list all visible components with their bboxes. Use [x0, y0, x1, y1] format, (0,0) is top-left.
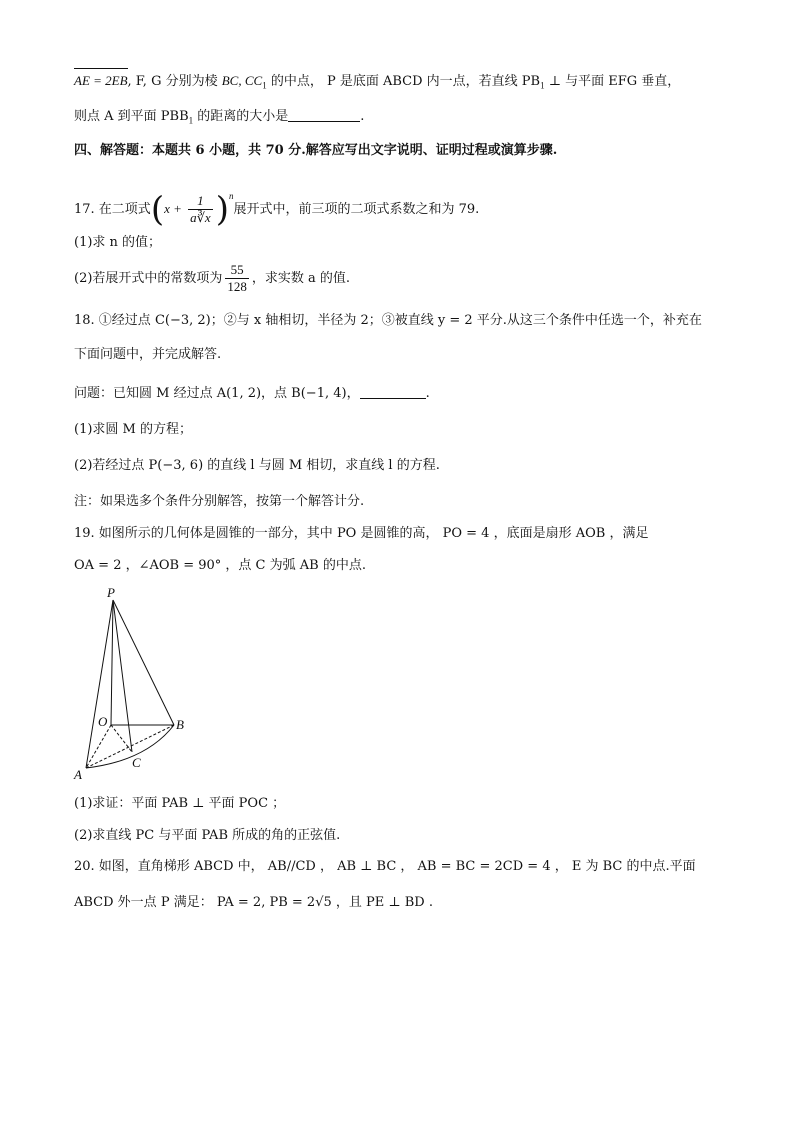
edge-PC — [113, 600, 132, 752]
cone-sector-figure — [66, 586, 206, 782]
edge-AB — [86, 725, 174, 768]
q19-part2: (2)求直线 PC 与平面 PAB 所成的角的正弦值. — [74, 828, 341, 843]
q16-vector-eq: AE = 2EB — [74, 71, 128, 91]
answer-blank — [360, 384, 426, 399]
label-C: C — [132, 755, 141, 770]
q18-line2: 下面问题中，并完成解答. — [74, 347, 222, 362]
answer-blank — [288, 107, 360, 122]
label-B: B — [176, 717, 184, 732]
q18-part1: (1)求圆 M 的方程； — [74, 422, 192, 437]
edge-PB — [113, 600, 174, 725]
q17-part2: (2)若展开式中的常数项为 $\frac{55}{128}$ ，求实数 a 的值. — [74, 262, 351, 294]
q17-part1: (1)求 n 的值； — [74, 235, 162, 250]
label-A: A — [74, 767, 82, 782]
q16-line2: 则点 A 到平面 $PBB_1$ 的距离的大小是 . — [74, 109, 365, 126]
q18-note: 注：如果选多个条件分别解答，按第一个解答计分. — [74, 494, 365, 509]
q20-line2: ABCD 外一点 P 满足： PA = 2, PB = 2√5 ，且 PE ⊥ BD . — [74, 895, 433, 910]
q18-problem: 问题：已知圆 M 经过点 A(1, 2)，点 B(−1, 4)， . — [74, 386, 430, 401]
q17-stem: 17. 在二项式(x + $\frac{1}{a∛x}$ )$^n$展开式中，前三项的二项式系数之和为 79. — [74, 189, 480, 230]
section-heading: 四、解答题：本题共 6 小题，共 70 分.解答应写出文字说明、证明过程或演算步骤. — [74, 143, 558, 158]
edge-PA — [86, 600, 113, 768]
q19-part1: (1)求证：平面 PAB ⊥ 平面 POC ； — [74, 796, 286, 811]
q17-fraction: $\frac{1}{a∛x}$ — [190, 193, 211, 225]
label-P: P — [107, 586, 115, 600]
q20-line1: 20. 如图，直角梯形 ABCD 中， AB//CD ， AB ⊥ BC ， AB = BC = 2CD = 4 ， E 为 BC 的中点.平面 — [74, 859, 696, 874]
q19-line1: 19. 如图所示的几何体是圆锥的一部分，其中 PO 是圆锥的高， PO = 4 ，底面是扇形 AOB ，满足 — [74, 526, 649, 541]
q19-line2: OA = 2 ，∠AOB = 90° ，点 C 为弧 AB 的中点. — [74, 558, 366, 573]
edge-PO — [111, 600, 113, 725]
q17-part2-fraction: $\frac{55}{128}$ — [227, 262, 247, 294]
q18-line1: 18. ①经过点 C(−3, 2)；②与 x 轴相切，半径为 2；③被直线 y = 2 平分.从这三个条件中任选一个，补充在 — [74, 313, 702, 328]
q16-line1: AE = 2EB, F, G 分别为棱 BC, $CC_1$ 的中点， P 是底面 ABCD 内一点，若直线 $PB_1$ ⊥ 与平面 EFG 垂直， — [74, 73, 681, 91]
q18-part2: (2)若经过点 P(−3, 6) 的直线 l 与圆 M 相切，求直线 l 的方程. — [74, 458, 440, 473]
label-O: O — [98, 714, 108, 729]
arc-AB — [86, 725, 174, 768]
